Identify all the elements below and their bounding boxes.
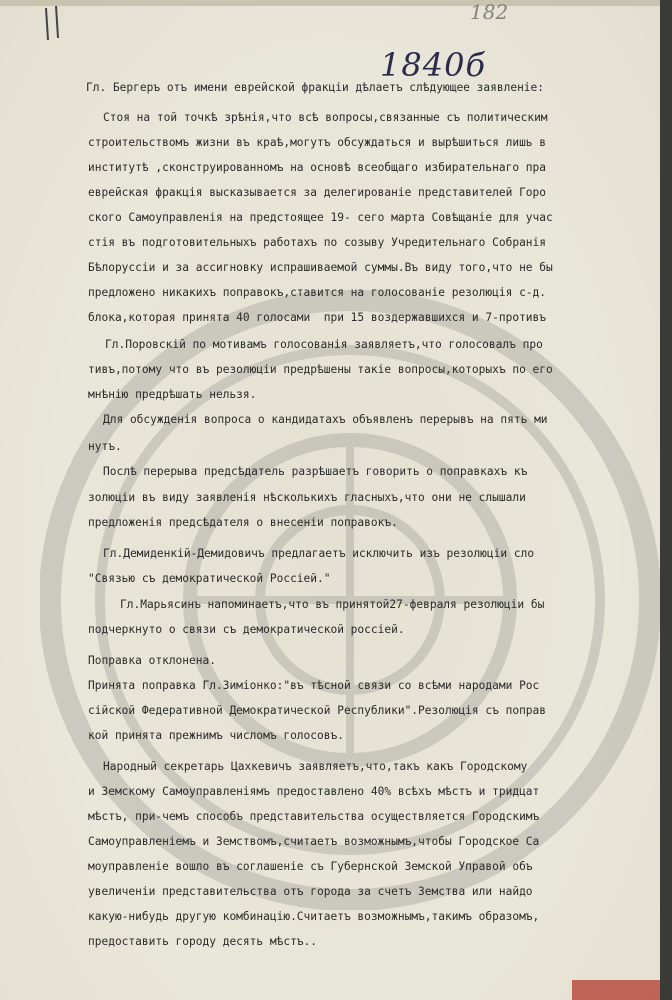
text-line: кой принята прежнимъ числомъ голосовъ. bbox=[88, 729, 344, 742]
text-line: Гл.Поровскій по мотивамъ голосованія заявляетъ,что голосовалъ про bbox=[105, 338, 543, 351]
text-line: Гл. Бергеръ отъ имени еврейской фракціи дѣлаетъ слѣдующее заявленіе: bbox=[86, 81, 545, 94]
text-line: Принята поправка Гл.Зимiонко:"въ тѣсной связи со всѣми народами Рос bbox=[88, 679, 540, 692]
text-line: золюціи въ виду заявленія нѣсколькихъ гласныхъ,что они не слышали bbox=[88, 491, 526, 504]
text-line: и Земскому Самоуправленіямъ предоставлено 40% всѣхъ мѣстъ и тридцат bbox=[88, 785, 540, 798]
text-line: подчеркнуто о связи съ демократической россіей. bbox=[88, 623, 405, 636]
text-line: Самоуправленіемъ и Земствомъ,считаетъ возможнымъ,чтобы Городское Са bbox=[88, 835, 540, 848]
text-line: Послѣ перерыва предсѣдатель разрѣшаетъ говорить о поправкахъ къ bbox=[103, 465, 528, 478]
text-line: предложенія предсѣдателя о внесеніи поправокъ. bbox=[88, 516, 398, 529]
text-line: Гл.Марьясинъ напоминаетъ,что въ принятой27-февраля резолюціи бы bbox=[120, 598, 545, 611]
text-line: ского Самоуправленія на предстоящее 19- сего марта Совѣщаніе для учас bbox=[88, 211, 553, 224]
text-line: мнѣнію предрѣшать нельзя. bbox=[88, 388, 257, 401]
bottom-red-fragment bbox=[572, 980, 660, 1000]
text-line: тивъ,потому что въ резолюціи предрѣшены такіе вопросы,которыхъ по его bbox=[88, 363, 553, 376]
handwritten-number: 1840б bbox=[380, 46, 486, 84]
text-line: Для обсужденія вопроса о кандидатахъ объявленъ перерывъ на пять ми bbox=[103, 413, 548, 426]
text-line: какую-нибудь другую комбинацію.Считаетъ возможнымъ,такимъ образомъ, bbox=[88, 910, 540, 923]
text-line: увеличеніи представительства отъ города за счетъ Земства или найдо bbox=[88, 885, 533, 898]
archive-page-number: 182 bbox=[470, 0, 509, 24]
text-line: еврейская фракція высказывается за делегированіе представителей Горо bbox=[88, 186, 547, 199]
text-line: предложено никакихъ поправокъ,ставится на голосованіе резолюція с-д. bbox=[88, 286, 547, 299]
text-line: Народный секретарь Цахкевичъ заявляетъ,что,такъ какъ Городскому bbox=[103, 760, 528, 773]
text-line: Стоя на той точкѣ зрѣнія,что всѣ вопросы,связанные съ политическим bbox=[103, 111, 548, 124]
text-line: нутъ. bbox=[88, 440, 122, 453]
text-line: Поправка отклонена. bbox=[88, 654, 216, 667]
scan-edge bbox=[660, 0, 672, 1000]
text-line: строительствомъ жизни въ краѣ,могутъ обсуждаться и вырѣшиться лишь в bbox=[88, 136, 547, 149]
text-line: Гл.Демиденкій-Демидовичъ предлагаетъ исключить изъ резолюціи сло bbox=[103, 547, 535, 560]
text-line: моуправленіе вошло въ соглашеніе съ Губернской Земской Управой объ bbox=[88, 860, 533, 873]
text-line: предоставить городу десять мѣстъ.. bbox=[88, 935, 318, 948]
text-line: мѣстъ, при-чемъ способъ представительства осуществляется Городскимъ bbox=[88, 810, 540, 823]
text-line: "Связью съ демократической Россіей." bbox=[88, 572, 331, 585]
text-line: стія въ подготовительныхъ работахъ по созыву Учредительнаго Собранія bbox=[88, 236, 547, 249]
text-line: блока,которая принята 40 голосами при 15 воздержавшихся и 7-противъ bbox=[88, 311, 547, 324]
text-line: институтѣ ,сконструированномъ на основѣ всеобщаго избирательнаго пра bbox=[88, 161, 547, 174]
text-line: сійской Федеративной Демократической Республики".Резолюція съ поправ bbox=[88, 704, 547, 717]
text-line: Бѣлоруссіи и за ассигновку испрашиваемой суммы.Въ виду того,что не бы bbox=[88, 261, 553, 274]
